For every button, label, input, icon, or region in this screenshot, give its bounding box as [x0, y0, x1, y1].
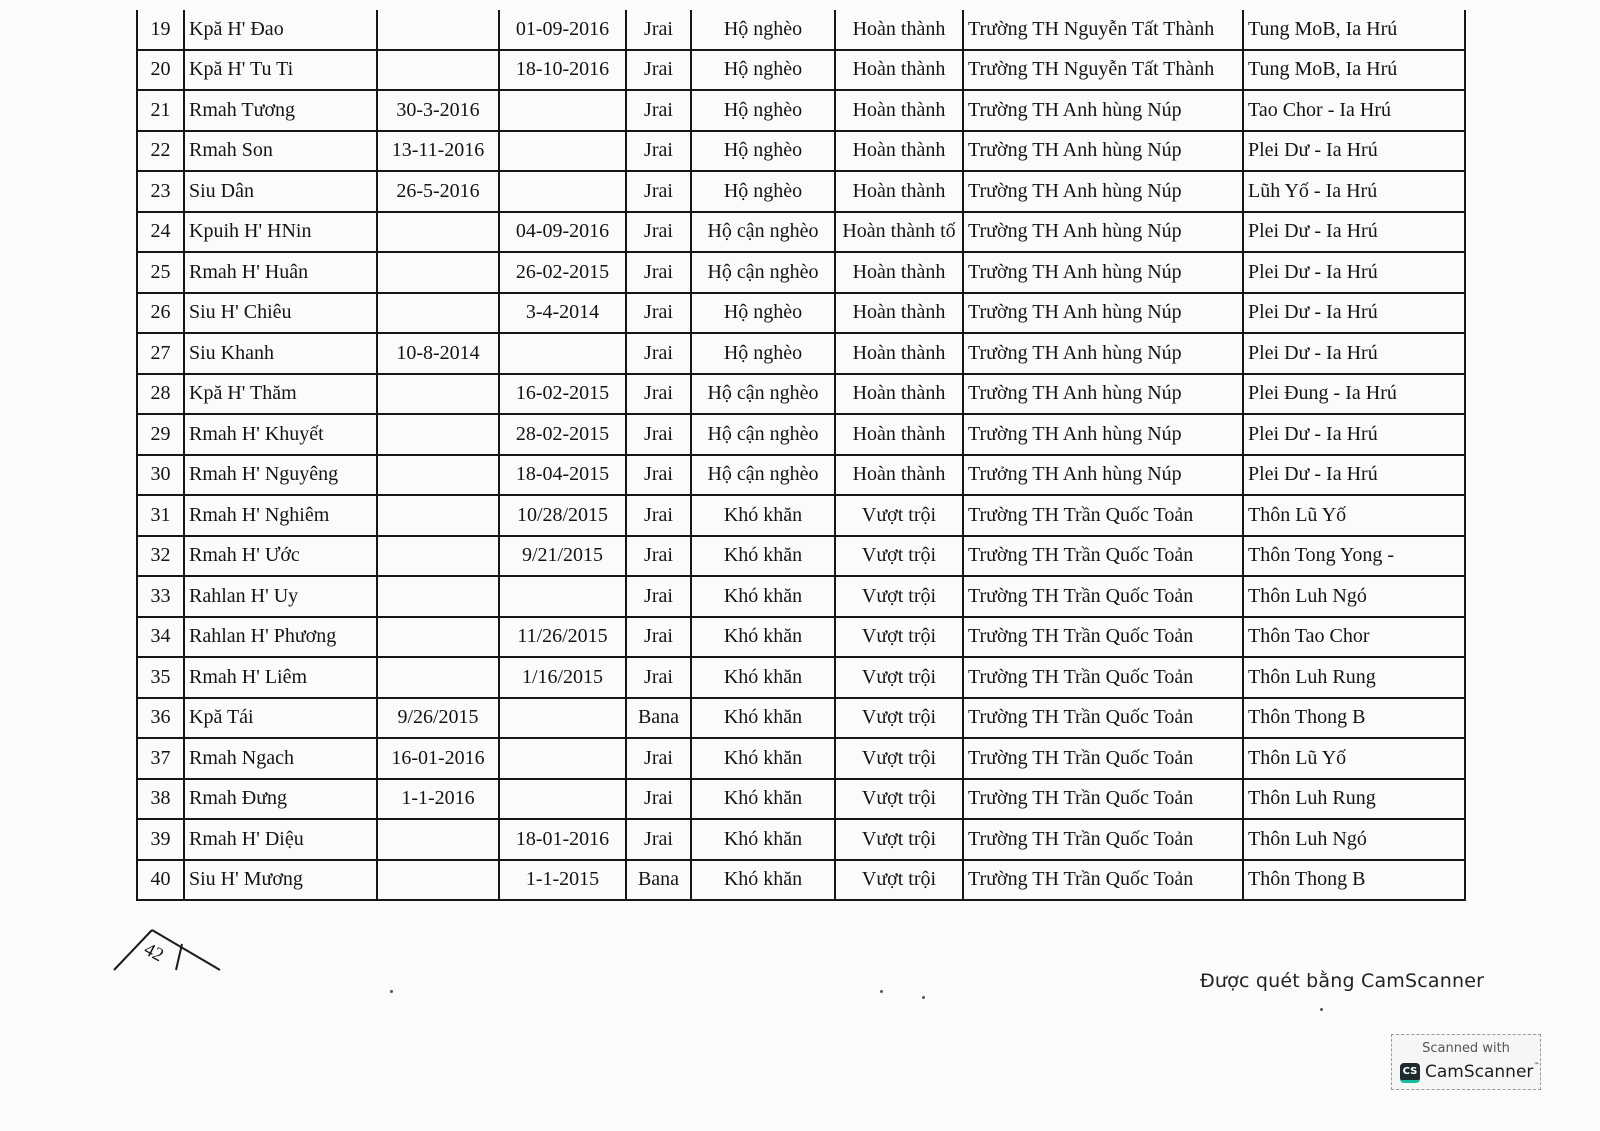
school-name-cell: Trường TH Nguyễn Tất Thành: [963, 10, 1243, 50]
table-row: [137, 657, 1465, 698]
home-address-cell: Tung MoB, Ia Hrú: [1243, 10, 1465, 50]
household-status-cell: Hộ nghèo: [691, 10, 835, 50]
academic-result-cell: Hoàn thành: [835, 131, 963, 172]
home-address-cell: Thôn Luh Ngó: [1243, 576, 1465, 617]
birth-date-female-cell: [499, 131, 626, 172]
row-number-cell: 30: [137, 455, 184, 496]
school-name-cell: Trường TH Anh hùng Núp: [963, 374, 1243, 415]
academic-result-cell: Vượt trội: [835, 495, 963, 536]
academic-result-cell: Vượt trội: [835, 738, 963, 779]
student-name-cell: Rmah H' Nguyêng: [184, 455, 377, 496]
home-address-cell: Thôn Thong B: [1243, 860, 1465, 901]
home-address-cell: Thôn Lũ Yố: [1243, 495, 1465, 536]
home-address-cell: Thôn Thong B: [1243, 698, 1465, 739]
household-status-cell: Khó khăn: [691, 860, 835, 901]
school-name-cell: Trường TH Anh hùng Núp: [963, 333, 1243, 374]
table-row: [137, 414, 1465, 455]
table-row: [137, 576, 1465, 617]
table-row: [137, 860, 1465, 901]
scan-speck: [922, 996, 925, 999]
birth-date-male-cell: [377, 617, 499, 658]
academic-result-cell: Hoàn thành: [835, 90, 963, 131]
birth-date-male-cell: 16-01-2016: [377, 738, 499, 779]
student-name-cell: Rmah Ngach: [184, 738, 377, 779]
birth-date-male-cell: [377, 414, 499, 455]
birth-date-male-cell: 9/26/2015: [377, 698, 499, 739]
household-status-cell: Hộ cận nghèo: [691, 455, 835, 496]
table-row: [137, 536, 1465, 577]
school-name-cell: Trường TH Trần Quốc Toản: [963, 657, 1243, 698]
birth-date-male-cell: [377, 495, 499, 536]
academic-result-cell: Hoàn thành: [835, 10, 963, 50]
birth-date-female-cell: [499, 171, 626, 212]
academic-result-cell: Vượt trội: [835, 860, 963, 901]
household-status-cell: Khó khăn: [691, 698, 835, 739]
school-name-cell: Trường TH Nguyễn Tất Thành: [963, 50, 1243, 91]
student-name-cell: Kpă H' Đao: [184, 10, 377, 50]
student-name-cell: Siu H' Mương: [184, 860, 377, 901]
birth-date-female-cell: 10/28/2015: [499, 495, 626, 536]
birth-date-female-cell: [499, 779, 626, 820]
home-address-cell: Plei Dư - Ia Hrú: [1243, 455, 1465, 496]
birth-date-female-cell: 18-04-2015: [499, 455, 626, 496]
student-name-cell: Rmah H' Diệu: [184, 819, 377, 860]
household-status-cell: Hộ cận nghèo: [691, 374, 835, 415]
home-address-cell: Plei Dư - Ia Hrú: [1243, 131, 1465, 172]
student-name-cell: Rmah Son: [184, 131, 377, 172]
school-name-cell: Trường TH Trần Quốc Toản: [963, 819, 1243, 860]
table-row: [137, 374, 1465, 415]
trademark-symbol: ™: [1533, 1062, 1540, 1069]
student-name-cell: Rmah H' Nghiêm: [184, 495, 377, 536]
corner-page-number: 42: [140, 938, 168, 967]
home-address-cell: Tung MoB, Ia Hrú: [1243, 50, 1465, 91]
ethnicity-cell: Jrai: [626, 252, 691, 293]
academic-result-cell: Vượt trội: [835, 819, 963, 860]
home-address-cell: Thôn Lũ Yố: [1243, 738, 1465, 779]
home-address-cell: Thôn Tao Chor: [1243, 617, 1465, 658]
ethnicity-cell: Jrai: [626, 212, 691, 253]
birth-date-female-cell: [499, 576, 626, 617]
table-row: [137, 455, 1465, 496]
birth-date-male-cell: [377, 455, 499, 496]
table-row: [137, 333, 1465, 374]
row-number-cell: 36: [137, 698, 184, 739]
birth-date-male-cell: 26-5-2016: [377, 171, 499, 212]
academic-result-cell: Vượt trội: [835, 657, 963, 698]
row-number-cell: 20: [137, 50, 184, 91]
home-address-cell: Plei Dư - Ia Hrú: [1243, 252, 1465, 293]
school-name-cell: Trường TH Anh hùng Núp: [963, 293, 1243, 334]
academic-result-cell: Hoàn thành: [835, 414, 963, 455]
row-number-cell: 28: [137, 374, 184, 415]
row-number-cell: 25: [137, 252, 184, 293]
ethnicity-cell: Jrai: [626, 536, 691, 577]
home-address-cell: Thôn Tong Yong -: [1243, 536, 1465, 577]
birth-date-male-cell: [377, 252, 499, 293]
birth-date-female-cell: 18-10-2016: [499, 50, 626, 91]
home-address-cell: Thôn Luh Ngó: [1243, 819, 1465, 860]
birth-date-female-cell: 26-02-2015: [499, 252, 626, 293]
table-row: [137, 779, 1465, 820]
table-row: [137, 131, 1465, 172]
scan-speck: [1320, 1008, 1323, 1011]
row-number-cell: 21: [137, 90, 184, 131]
home-address-cell: Plei Dư - Ia Hrú: [1243, 293, 1465, 334]
birth-date-male-cell: 10-8-2014: [377, 333, 499, 374]
school-name-cell: Trưởng TH Anh hùng Núp: [963, 455, 1243, 496]
academic-result-cell: Vượt trội: [835, 617, 963, 658]
student-name-cell: Kpă H' Tu Ti: [184, 50, 377, 91]
ethnicity-cell: Jrai: [626, 50, 691, 91]
student-roster-table: [136, 10, 1466, 901]
ethnicity-cell: Jrai: [626, 171, 691, 212]
school-name-cell: Trường TH Trần Quốc Toản: [963, 495, 1243, 536]
birth-date-female-cell: 18-01-2016: [499, 819, 626, 860]
school-name-cell: Trường TH Trần Quốc Toản: [963, 860, 1243, 901]
birth-date-male-cell: [377, 657, 499, 698]
row-number-cell: 37: [137, 738, 184, 779]
student-name-cell: Rmah Đưng: [184, 779, 377, 820]
birth-date-male-cell: [377, 10, 499, 50]
scan-caption: Được quét bằng CamScanner: [1200, 970, 1485, 992]
household-status-cell: Hộ nghèo: [691, 131, 835, 172]
household-status-cell: Khó khăn: [691, 495, 835, 536]
row-number-cell: 27: [137, 333, 184, 374]
home-address-cell: Plei Dư - Ia Hrú: [1243, 414, 1465, 455]
ethnicity-cell: Bana: [626, 860, 691, 901]
student-name-cell: Kpă Tái: [184, 698, 377, 739]
home-address-cell: Lũh Yố - Ia Hrú: [1243, 171, 1465, 212]
badge-brand: [1425, 1062, 1539, 1082]
birth-date-male-cell: 1-1-2016: [377, 779, 499, 820]
birth-date-male-cell: 13-11-2016: [377, 131, 499, 172]
row-number-cell: 26: [137, 293, 184, 334]
table-row: [137, 698, 1465, 739]
academic-result-cell: Vượt trội: [835, 576, 963, 617]
student-name-cell: Siu H' Chiêu: [184, 293, 377, 334]
row-number-cell: 32: [137, 536, 184, 577]
birth-date-female-cell: 3-4-2014: [499, 293, 626, 334]
academic-result-cell: Hoàn thành: [835, 50, 963, 91]
table-row: [137, 738, 1465, 779]
home-address-cell: Thôn Luh Rung: [1243, 657, 1465, 698]
home-address-cell: Plei Dư - Ia Hrú: [1243, 212, 1465, 253]
table-row: [137, 293, 1465, 334]
birth-date-male-cell: [377, 374, 499, 415]
household-status-cell: Hộ cận nghèo: [691, 414, 835, 455]
table-row: [137, 617, 1465, 658]
academic-result-cell: Hoàn thành: [835, 171, 963, 212]
table-row: [137, 171, 1465, 212]
academic-result-cell: Hoàn thành: [835, 374, 963, 415]
birth-date-male-cell: [377, 576, 499, 617]
academic-result-cell: Vượt trội: [835, 698, 963, 739]
household-status-cell: Khó khăn: [691, 617, 835, 658]
ethnicity-cell: Jrai: [626, 131, 691, 172]
row-number-cell: 35: [137, 657, 184, 698]
birth-date-female-cell: 04-09-2016: [499, 212, 626, 253]
school-name-cell: Trường TH Anh hùng Núp: [963, 212, 1243, 253]
school-name-cell: Trường TH Anh hùng Núp: [963, 171, 1243, 212]
home-address-cell: Plei Đung - Ia Hrú: [1243, 374, 1465, 415]
table-row: [137, 252, 1465, 293]
school-name-cell: Trường TH Anh hùng Núp: [963, 90, 1243, 131]
row-number-cell: 31: [137, 495, 184, 536]
school-name-cell: Trường TH Anh hùng Núp: [963, 131, 1243, 172]
household-status-cell: Khó khăn: [691, 819, 835, 860]
scan-speck: [880, 990, 883, 993]
ethnicity-cell: Jrai: [626, 10, 691, 50]
birth-date-female-cell: 28-02-2015: [499, 414, 626, 455]
row-number-cell: 40: [137, 860, 184, 901]
home-address-cell: Tao Chor - Ia Hrú: [1243, 90, 1465, 131]
camscanner-logo-icon: CS: [1400, 1063, 1420, 1083]
birth-date-male-cell: [377, 819, 499, 860]
ethnicity-cell: Jrai: [626, 293, 691, 334]
row-number-cell: 24: [137, 212, 184, 253]
birth-date-male-cell: [377, 536, 499, 577]
ethnicity-cell: Jrai: [626, 819, 691, 860]
birth-date-male-cell: [377, 293, 499, 334]
student-name-cell: Siu Dân: [184, 171, 377, 212]
academic-result-cell: Hoàn thành: [835, 252, 963, 293]
ethnicity-cell: Jrai: [626, 455, 691, 496]
household-status-cell: Khó khăn: [691, 738, 835, 779]
birth-date-male-cell: [377, 212, 499, 253]
birth-date-female-cell: 16-02-2015: [499, 374, 626, 415]
school-name-cell: Trường TH Trần Quốc Toản: [963, 536, 1243, 577]
household-status-cell: Hộ nghèo: [691, 293, 835, 334]
household-status-cell: Hộ cận nghèo: [691, 212, 835, 253]
row-number-cell: 34: [137, 617, 184, 658]
row-number-cell: 29: [137, 414, 184, 455]
ethnicity-cell: Jrai: [626, 333, 691, 374]
ethnicity-cell: Jrai: [626, 657, 691, 698]
scan-speck: [390, 990, 393, 993]
row-number-cell: 22: [137, 131, 184, 172]
household-status-cell: Hộ nghèo: [691, 90, 835, 131]
household-status-cell: Khó khăn: [691, 536, 835, 577]
badge-scanned-with: Scanned with: [1422, 1041, 1510, 1056]
birth-date-female-cell: [499, 333, 626, 374]
school-name-cell: Trường TH Trần Quốc Toản: [963, 779, 1243, 820]
school-name-cell: Trường TH Trần Quốc Toản: [963, 617, 1243, 658]
ethnicity-cell: Jrai: [626, 495, 691, 536]
student-name-cell: Rmah H' Liêm: [184, 657, 377, 698]
student-name-cell: Rmah H' Ước: [184, 536, 377, 577]
birth-date-female-cell: 9/21/2015: [499, 536, 626, 577]
ethnicity-cell: Bana: [626, 698, 691, 739]
student-name-cell: Rahlan H' Uy: [184, 576, 377, 617]
table-row: [137, 50, 1465, 91]
ethnicity-cell: Jrai: [626, 576, 691, 617]
ethnicity-cell: Jrai: [626, 779, 691, 820]
student-name-cell: Rmah Tương: [184, 90, 377, 131]
ethnicity-cell: Jrai: [626, 90, 691, 131]
academic-result-cell: Hoàn thành: [835, 293, 963, 334]
academic-result-cell: Hoàn thành: [835, 455, 963, 496]
row-number-cell: 33: [137, 576, 184, 617]
household-status-cell: Hộ cận nghèo: [691, 252, 835, 293]
row-number-cell: 19: [137, 10, 184, 50]
camscanner-badge: [1391, 1034, 1541, 1090]
household-status-cell: Hộ nghèo: [691, 171, 835, 212]
home-address-cell: Thôn Luh Rung: [1243, 779, 1465, 820]
badge-brand-name: CamScanner: [1425, 1062, 1534, 1082]
birth-date-female-cell: 11/26/2015: [499, 617, 626, 658]
academic-result-cell: Hoàn thành: [835, 333, 963, 374]
academic-result-cell: Hoàn thành tố: [835, 212, 963, 253]
table-row: [137, 10, 1465, 50]
student-name-cell: Kpuih H' HNin: [184, 212, 377, 253]
birth-date-male-cell: [377, 50, 499, 91]
ethnicity-cell: Jrai: [626, 374, 691, 415]
household-status-cell: Khó khăn: [691, 657, 835, 698]
student-name-cell: Siu Khanh: [184, 333, 377, 374]
row-number-cell: 39: [137, 819, 184, 860]
birth-date-female-cell: [499, 738, 626, 779]
birth-date-male-cell: [377, 860, 499, 901]
household-status-cell: Hộ nghèo: [691, 333, 835, 374]
school-name-cell: Trường TH Trần Quốc Toản: [963, 698, 1243, 739]
ethnicity-cell: Jrai: [626, 414, 691, 455]
row-number-cell: 23: [137, 171, 184, 212]
school-name-cell: Trường TH Anh hùng Núp: [963, 414, 1243, 455]
academic-result-cell: Vượt trội: [835, 779, 963, 820]
table-row: [137, 819, 1465, 860]
birth-date-male-cell: 30-3-2016: [377, 90, 499, 131]
table-row: [137, 495, 1465, 536]
ethnicity-cell: Jrai: [626, 617, 691, 658]
page-corner-mark: [110, 928, 290, 978]
academic-result-cell: Vượt trội: [835, 536, 963, 577]
table-row: [137, 212, 1465, 253]
ethnicity-cell: Jrai: [626, 738, 691, 779]
birth-date-female-cell: [499, 698, 626, 739]
student-name-cell: Rmah H' Huân: [184, 252, 377, 293]
household-status-cell: Hộ nghèo: [691, 50, 835, 91]
household-status-cell: Khó khăn: [691, 779, 835, 820]
birth-date-female-cell: 1-1-2015: [499, 860, 626, 901]
corner-stamp-lines: [110, 928, 290, 978]
table-row: [137, 90, 1465, 131]
student-name-cell: Rmah H' Khuyết: [184, 414, 377, 455]
student-name-cell: Kpă H' Thăm: [184, 374, 377, 415]
birth-date-female-cell: 1/16/2015: [499, 657, 626, 698]
birth-date-female-cell: [499, 90, 626, 131]
school-name-cell: Trường TH Trần Quốc Toản: [963, 576, 1243, 617]
household-status-cell: Khó khăn: [691, 576, 835, 617]
school-name-cell: Trường TH Anh hùng Núp: [963, 252, 1243, 293]
row-number-cell: 38: [137, 779, 184, 820]
student-name-cell: Rahlan H' Phương: [184, 617, 377, 658]
roster-body: [137, 10, 1465, 900]
school-name-cell: Trường TH Trần Quốc Toản: [963, 738, 1243, 779]
birth-date-female-cell: 01-09-2016: [499, 10, 626, 50]
home-address-cell: Plei Dư - Ia Hrú: [1243, 333, 1465, 374]
